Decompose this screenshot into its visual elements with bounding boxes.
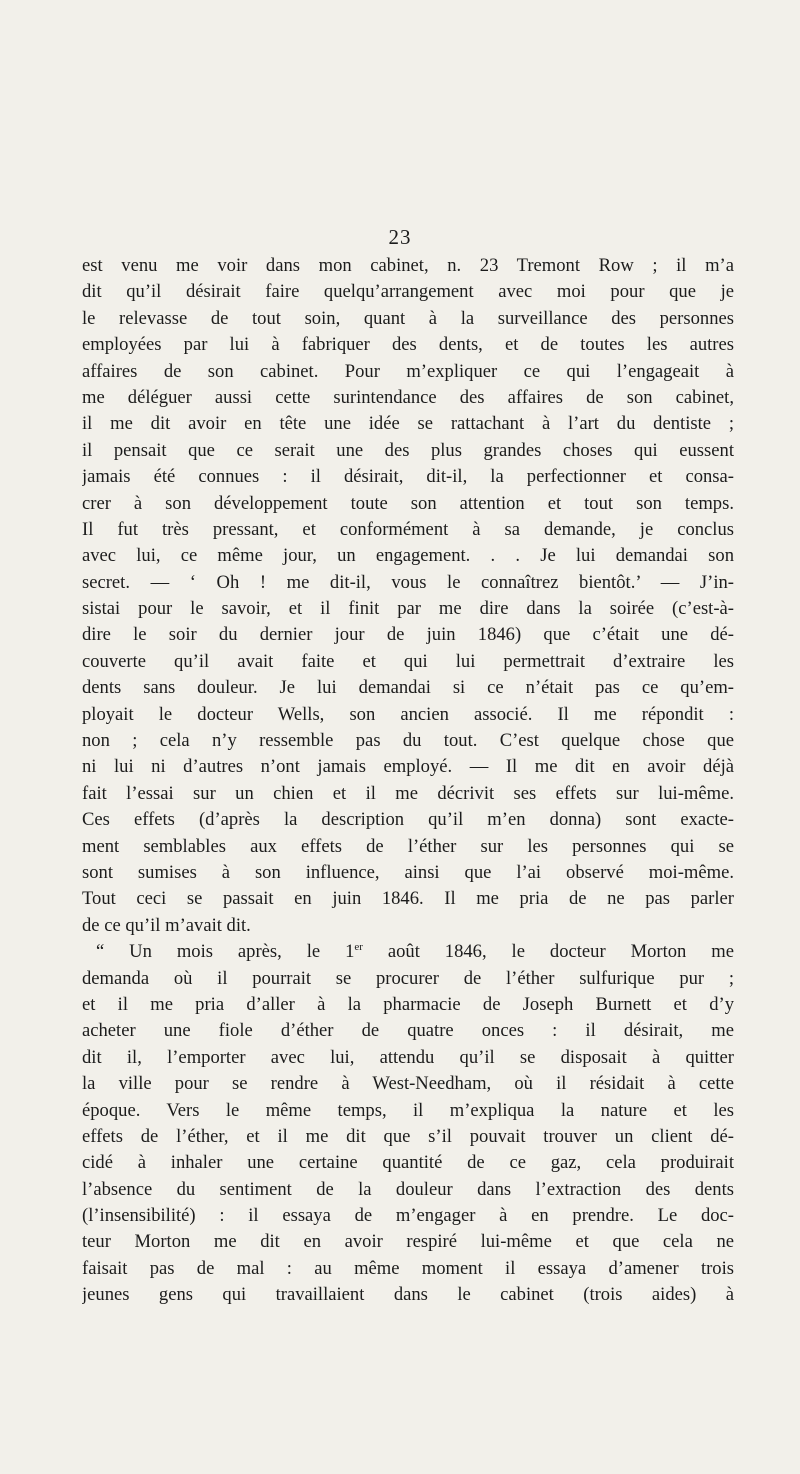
text-line: l’absence du sentiment de la douleur dans l’extraction des dents: [82, 1178, 734, 1200]
text-line: cidé à inhaler une certaine quantité de ce gaz, cela produirait: [82, 1152, 734, 1174]
text-line: jeunes gens qui travaillaient dans le cabinet (trois aides) à: [82, 1284, 734, 1306]
text-line: couverte qu’il avait faite et qui lui permettrait d’extraire les: [82, 650, 734, 672]
text-line: acheter une fiole d’éther de quatre onces : il désirait, me: [82, 1020, 734, 1042]
text-line: ni lui ni d’autres n’ont jamais employé. — Il me dit en avoir déjà: [82, 756, 734, 778]
text-line: faisait pas de mal : au même moment il essaya d’amener trois: [82, 1257, 734, 1279]
text-line: Tout ceci se passait en juin 1846. Il me pria de ne pas parler: [82, 888, 734, 910]
text-line: secret. — ‘ Oh ! me dit-il, vous le connaîtrez bientôt.’ — J’in-: [82, 571, 734, 593]
text-line: demanda où il pourrait se procurer de l’éther sulfurique pur ;: [82, 967, 734, 989]
text-line: il me dit avoir en tête une idée se rattachant à l’art du dentiste ;: [82, 413, 734, 435]
text-line: employées par lui à fabriquer des dents, et de toutes les autres: [82, 334, 734, 356]
text-line: ployait le docteur Wells, son ancien associé. Il me répondit :: [82, 703, 734, 725]
text-line: ment semblables aux effets de l’éther sur les personnes qui se: [82, 835, 734, 857]
text-line: avec lui, ce même jour, un engagement. . . Je lui demandai son: [82, 545, 734, 567]
text-line: Il fut très pressant, et conformément à sa demande, je conclus: [82, 518, 734, 540]
text-line: (l’insensibilité) : il essaya de m’engager à en prendre. Le doc-: [82, 1205, 734, 1227]
superscript: er: [354, 940, 363, 953]
text-line: dire le soir du dernier jour de juin 1846) que c’était une dé-: [82, 624, 734, 646]
text-line: de ce qu’il m’avait dit.: [82, 914, 251, 936]
body-text: [82, 253, 734, 1309]
text-line: sistai pour le savoir, et il finit par me dire dans la soirée (c’est-à-: [82, 598, 734, 620]
page-number: 23: [388, 225, 412, 249]
text-line: affaires de son cabinet. Pour m’expliquer ce qui l’engageait à: [82, 360, 734, 382]
text-line: et il me pria d’aller à la pharmacie de Joseph Burnett et d’y: [82, 993, 734, 1015]
text-line: dit qu’il désirait faire quelqu’arrangement avec moi pour que je: [82, 281, 734, 303]
text-fragment: août 1846, le docteur Morton me: [362, 941, 734, 963]
text-line: non ; cela n’y ressemble pas du tout. C’est quelque chose que: [82, 730, 734, 752]
text-line: Ces effets (d’après la description qu’il m’en donna) sont exacte-: [82, 809, 734, 831]
text-line: crer à son développement toute son attention et tout son temps.: [82, 492, 734, 514]
text-line: dents sans douleur. Je lui demandai si ce n’était pas ce qu’em-: [82, 677, 734, 699]
text-line: me déléguer aussi cette surintendance des affaires de son cabinet,: [82, 386, 734, 408]
text-line: sont sumises à son influence, ainsi que l’ai observé moi-même.: [82, 861, 734, 883]
text-line: effets de l’éther, et il me dit que s’il pouvait trouver un client dé-: [82, 1125, 734, 1147]
text-line: [82, 939, 734, 965]
text-line: dit il, l’emporter avec lui, attendu qu’il se disposait à quitter: [82, 1046, 734, 1068]
text-line: le relevasse de tout soin, quant à la surveillance des personnes: [82, 307, 734, 329]
text-line: époque. Vers le même temps, il m’expliqua la nature et les: [82, 1099, 734, 1121]
text-line: jamais été connues : il désirait, dit-il, la perfectionner et consa-: [82, 466, 734, 488]
text-line: teur Morton me dit en avoir respiré lui-même et que cela ne: [82, 1231, 734, 1253]
text-line: la ville pour se rendre à West-Needham, où il résidait à cette: [82, 1073, 734, 1095]
text-fragment: “ Un mois après, le 1: [96, 941, 355, 963]
text-line: fait l’essai sur un chien et il me décrivit ses effets sur lui-même.: [82, 782, 734, 804]
text-line: est venu me voir dans mon cabinet, n. 23 Tremont Row ; il m’a: [82, 255, 734, 276]
text-line: il pensait que ce serait une des plus grandes choses qui eussent: [82, 439, 734, 461]
